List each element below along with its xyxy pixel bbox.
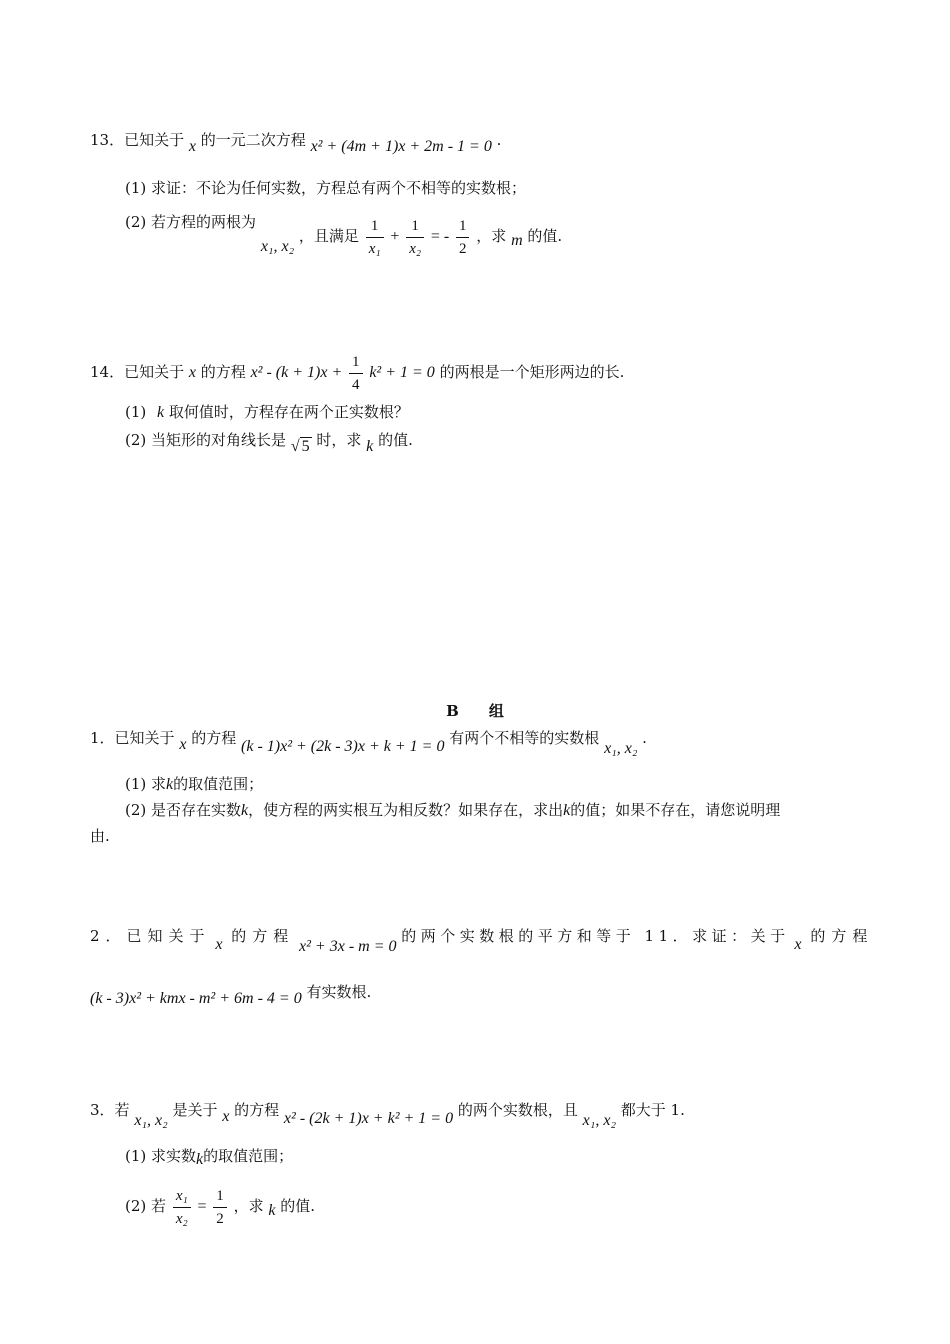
- b3-text-a: 3．若: [90, 1101, 130, 1119]
- b1-p2-text-b: ，使方程的两实根互为相反数？如果存在，求出: [248, 801, 564, 819]
- b3-frac-num: x₁: [173, 1185, 191, 1208]
- q13-part1: (1) 求证：不论为任何实数，方程总有两个不相等的实数根；: [125, 179, 527, 197]
- b3-roots2: x₁, x₂: [582, 1112, 616, 1129]
- q14-equation-b: k² + 1 = 0: [369, 364, 435, 381]
- b3-p1-text-b: 的取值范围；: [203, 1147, 294, 1165]
- b1-p2-var-k1: k: [241, 802, 249, 819]
- q13-text-b: 的一元二次方程: [200, 131, 306, 149]
- b3-p2-text-b: ，求: [233, 1197, 264, 1215]
- q13-p2-text-c: ，求: [476, 227, 507, 245]
- q14-equation-a: x² - (k + 1)x +: [250, 364, 343, 381]
- q13-part2: (2) 若方程的两根为 x₁, x₂ ，且满足 $\frac{1}{\text{x₁}}$ + $\frac{1}{\text{x₂}}$ = - $\frac{1}{2}$ ，求 m 的值.: [125, 212, 562, 261]
- b2-var-x2: x: [794, 936, 802, 953]
- b1-p2-text-a: (2) 是否存在实数: [125, 801, 242, 819]
- q14-p2-text-a: (2) 当矩形的对角线长是: [125, 431, 287, 449]
- q13-end: .: [496, 131, 502, 149]
- q13-fraction-1: [366, 215, 384, 260]
- q13-fraction-half: [456, 215, 470, 260]
- section-b-title: B 组: [446, 702, 504, 720]
- b1-part1: [125, 774, 263, 795]
- b3-half-den: 2: [216, 1210, 224, 1227]
- q13-p2-text-a: (2) 若方程的两根为: [125, 213, 257, 231]
- q14-p1-label: (1): [125, 403, 147, 421]
- q13-frac1-num: 1: [366, 215, 384, 238]
- q14-text-a: 14．已知关于: [90, 363, 185, 381]
- q14-p2-text-b: 时，求: [316, 431, 362, 449]
- q13-half-den: 2: [458, 240, 467, 257]
- b2-text-c: 的两个实数根的平方和等于 11．求证：关于: [401, 927, 790, 945]
- q14-var-k: k: [157, 404, 165, 421]
- q13-fraction-2: [406, 215, 424, 260]
- q14-frac-den: 4: [352, 376, 360, 393]
- b1-text-c: 有两个不相等的实数根: [449, 729, 600, 747]
- q14-sqrt-value: 5: [301, 438, 310, 455]
- b3-half-num: 1: [213, 1185, 227, 1208]
- q14-part2: [125, 430, 413, 455]
- b2-text-e: 有实数根.: [306, 983, 372, 1001]
- b3-text-b: 是关于: [172, 1101, 218, 1119]
- q14-p2-var-k: k: [366, 438, 374, 455]
- q14-sqrt: √ 5: [290, 438, 310, 455]
- b2-equation1: x² + 3x - m = 0: [299, 938, 397, 955]
- q13-p2-text-d: 的值.: [527, 227, 563, 245]
- b1-p1-text-b: 的取值范围；: [173, 775, 264, 793]
- b2-text-d: 的方程: [810, 927, 874, 945]
- q13-frac2-num: 1: [406, 215, 424, 238]
- q13-text-a: 13．已知关于: [90, 131, 185, 149]
- b2-equation2: (k - 3)x² + kmx - m² + 6m - 4 = 0: [90, 990, 302, 1007]
- q14-fraction: [349, 351, 363, 396]
- b3-frac-den: x₂: [175, 1210, 188, 1227]
- b3-roots1: x₁, x₂: [134, 1112, 168, 1129]
- b1-equation: (k - 1)x² + (2k - 3)x + k + 1 = 0: [241, 738, 445, 755]
- b3-text-d: 的两个实数根，且: [457, 1101, 578, 1119]
- q13-p2-text-b: ，且满足: [298, 227, 359, 245]
- b3-p2-text-a: (2) 若: [125, 1197, 167, 1215]
- q14-stem: [90, 350, 624, 396]
- b1-stem: [90, 728, 647, 757]
- q13-stem: [90, 130, 502, 155]
- b3-eq: =: [197, 1198, 207, 1215]
- q14-frac-num: 1: [349, 351, 363, 374]
- b1-p1-var-k: k: [166, 776, 174, 793]
- b3-var-x: x: [222, 1108, 230, 1125]
- b3-p1-var-k: k: [196, 1151, 204, 1168]
- q13-eq-rhs: = -: [430, 228, 450, 245]
- b3-fraction-half: [213, 1185, 227, 1230]
- q14-text-c: 的两根是一个矩形两边的长.: [439, 363, 625, 381]
- q13-frac2-den: x₂: [409, 240, 422, 257]
- b1-text-b: 的方程: [191, 729, 237, 747]
- q14-p1-text: 取何值时，方程存在两个正实数根？: [168, 403, 409, 421]
- q13-frac1-den: x₁: [368, 240, 381, 257]
- b2-var-x1: x: [215, 936, 223, 953]
- b1-part2: [125, 800, 780, 821]
- b1-var-x: x: [179, 736, 187, 753]
- b1-part2-cont: 由.: [90, 827, 110, 845]
- b2-stem-line2: [90, 982, 372, 1007]
- q13-var-m: m: [511, 232, 523, 249]
- b1-end: .: [642, 729, 647, 747]
- b3-stem: [90, 1100, 685, 1129]
- q13-half-num: 1: [456, 215, 470, 238]
- b3-text-e: 都大于 1.: [620, 1101, 685, 1119]
- q13-roots: x₁, x₂: [260, 238, 295, 255]
- b2-text-b: 的方程: [231, 927, 295, 945]
- b1-p1-text-a: (1) 求: [125, 775, 167, 793]
- b3-p2-var-k: k: [268, 1202, 276, 1219]
- q14-p2-text-c: 的值.: [378, 431, 413, 449]
- b2-text-a: 2．已知关于: [90, 927, 211, 945]
- b1-p2-text-c: 的值；如果不存在，请您说明理: [570, 801, 781, 819]
- b1-roots: x₁, x₂: [604, 740, 638, 757]
- q13-equation: x² + (4m + 1)x + 2m - 1 = 0: [310, 138, 492, 155]
- b3-part1: [125, 1146, 293, 1167]
- b1-p2-var-k2: k: [563, 802, 571, 819]
- q13-var-x: x: [188, 138, 196, 155]
- b3-part2: [125, 1182, 315, 1231]
- b1-text-a: 1．已知关于: [90, 729, 175, 747]
- b3-equation: x² - (2k + 1)x + k² + 1 = 0: [283, 1110, 454, 1127]
- q14-part1: [125, 402, 409, 423]
- b3-p2-text-c: 的值.: [280, 1197, 316, 1215]
- b3-text-c: 的方程: [234, 1101, 280, 1119]
- b3-p1-text-a: (1) 求实数: [125, 1147, 197, 1165]
- q14-var-x: x: [188, 364, 196, 381]
- q14-text-b: 的方程: [200, 363, 246, 381]
- b3-fraction-x: [173, 1185, 191, 1230]
- b2-stem-line1: [90, 926, 874, 955]
